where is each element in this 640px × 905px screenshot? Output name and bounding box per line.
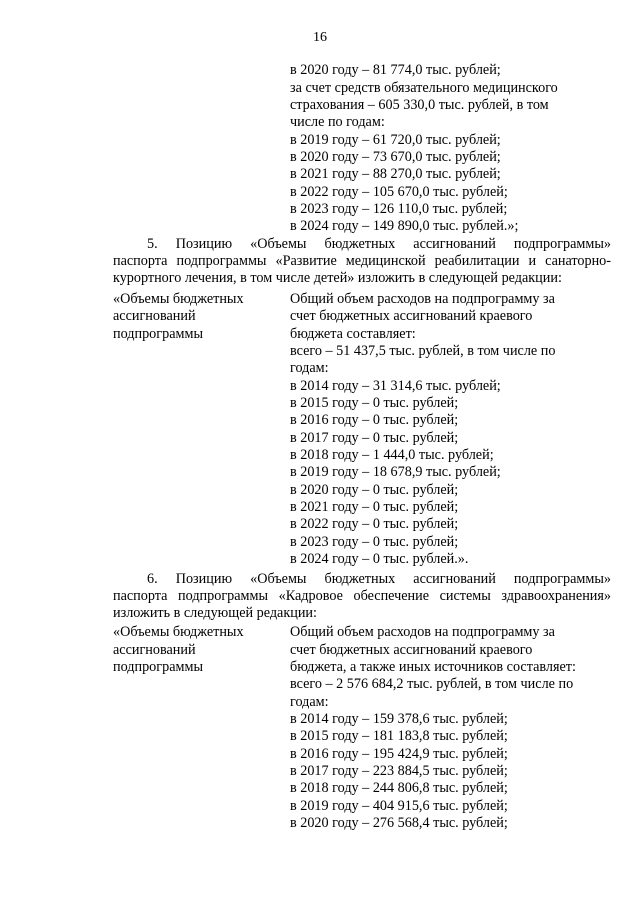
paragraph-line: курортного лечения, в том числе детей» изложить в следующей редакции: <box>113 270 562 287</box>
text-line: в 2018 году – 1 444,0 тыс. рублей; <box>290 447 494 463</box>
text-line: Общий объем расходов на подпрограмму за <box>290 624 555 640</box>
text-line: в 2020 году – 0 тыс. рублей; <box>290 482 459 498</box>
label-line: «Объемы бюджетных <box>113 291 244 307</box>
paragraph-line: изложить в следующей редакции: <box>113 605 317 622</box>
text-line: в 2019 году – 18 678,9 тыс. рублей; <box>290 464 501 480</box>
text-line: в 2016 году – 195 424,9 тыс. рублей; <box>290 746 508 762</box>
text-line: в 2019 году – 61 720,0 тыс. рублей; <box>290 132 501 148</box>
text-line: в 2023 году – 126 110,0 тыс. рублей; <box>290 201 508 217</box>
paragraph-line: паспорта подпрограммы «Развитие медицинской реабилитации и санаторно- <box>113 253 611 270</box>
text-line: в 2020 году – 81 774,0 тыс. рублей; <box>290 62 501 78</box>
text-line: бюджета, а также иных источников составляет: <box>290 659 576 675</box>
text-line: в 2015 году – 181 183,8 тыс. рублей; <box>290 728 508 744</box>
text-line: бюджета составляет: <box>290 326 416 342</box>
text-line: в 2021 году – 0 тыс. рублей; <box>290 499 459 515</box>
page-number: 16 <box>313 30 327 45</box>
text-line: страхования – 605 330,0 тыс. рублей, в том <box>290 97 549 113</box>
text-line: в 2024 году – 149 890,0 тыс. рублей.»; <box>290 218 519 234</box>
text-line: в 2017 году – 0 тыс. рублей; <box>290 430 459 446</box>
text-line: в 2014 году – 159 378,6 тыс. рублей; <box>290 711 508 727</box>
paragraph-line: 5. Позицию «Объемы бюджетных ассигнований подпрограммы» <box>147 236 611 252</box>
label-line: ассигнований <box>113 308 196 324</box>
text-line: счет бюджетных ассигнований краевого <box>290 642 533 658</box>
text-line: годам: <box>290 694 329 710</box>
text-line: в 2023 году – 0 тыс. рублей; <box>290 534 459 550</box>
text-line: в 2015 году – 0 тыс. рублей; <box>290 395 459 411</box>
text-line: всего – 2 576 684,2 тыс. рублей, в том числе по <box>290 676 574 692</box>
text-line: Общий объем расходов на подпрограмму за <box>290 291 555 307</box>
text-line: в 2020 году – 73 670,0 тыс. рублей; <box>290 149 501 165</box>
text-line: в 2016 году – 0 тыс. рублей; <box>290 412 459 428</box>
paragraph-item-6 <box>113 571 611 623</box>
text-line: в 2019 году – 404 915,6 тыс. рублей; <box>290 798 508 814</box>
text-line: в 2014 году – 31 314,6 тыс. рублей; <box>290 378 501 394</box>
text-line: в 2021 году – 88 270,0 тыс. рублей; <box>290 166 501 182</box>
text-line: в 2022 году – 105 670,0 тыс. рублей; <box>290 184 508 200</box>
paragraph-item-5 <box>113 236 611 288</box>
paragraph-line: 6. Позицию «Объемы бюджетных ассигнований подпрограммы» <box>147 571 611 587</box>
text-line: всего – 51 437,5 тыс. рублей, в том числе по <box>290 343 556 359</box>
text-line: в 2024 году – 0 тыс. рублей.». <box>290 551 469 567</box>
label-line: подпрограммы <box>113 659 203 675</box>
paragraph-line: паспорта подпрограммы «Кадровое обеспечение системы здравоохранения» <box>113 588 611 605</box>
text-line: годам: <box>290 360 329 376</box>
text-line: числе по годам: <box>290 114 385 130</box>
text-line: в 2018 году – 244 806,8 тыс. рублей; <box>290 780 508 796</box>
label-line: «Объемы бюджетных <box>113 624 244 640</box>
text-line: в 2017 году – 223 884,5 тыс. рублей; <box>290 763 508 779</box>
text-line: в 2022 году – 0 тыс. рублей; <box>290 516 459 532</box>
label-line: ассигнований <box>113 642 196 658</box>
text-line: счет бюджетных ассигнований краевого <box>290 308 533 324</box>
label-line: подпрограммы <box>113 326 203 342</box>
text-line: в 2020 году – 276 568,4 тыс. рублей; <box>290 815 508 831</box>
text-line: за счет средств обязательного медицинского <box>290 80 558 96</box>
